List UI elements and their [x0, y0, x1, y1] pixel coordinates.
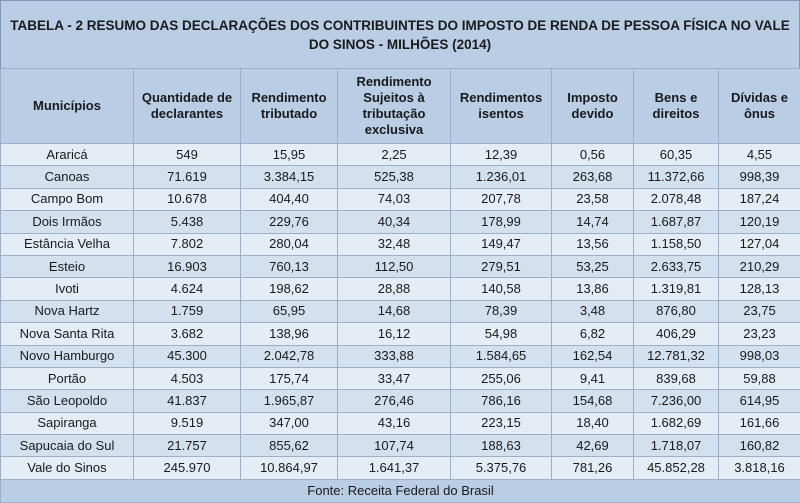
cell-rendimentos-isentos: 207,78 [451, 188, 552, 210]
cell-bens-direitos: 2.078,48 [634, 188, 719, 210]
cell-rendimento-exclusiva: 32,48 [338, 233, 451, 255]
cell-rendimento-tributado: 1.965,87 [241, 390, 338, 412]
table-row [1, 188, 800, 210]
cell-dividas-onus: 160,82 [719, 435, 800, 457]
column-header-rendimento-tributado: Rendimento tributado [241, 69, 338, 144]
cell-rendimentos-isentos: 12,39 [451, 144, 552, 166]
table-row [1, 278, 800, 300]
cell-rendimento-exclusiva: 107,74 [338, 435, 451, 457]
cell-rendimento-exclusiva: 112,50 [338, 255, 451, 277]
table-row [1, 211, 800, 233]
table-row [1, 412, 800, 434]
cell-dividas-onus: 127,04 [719, 233, 800, 255]
table-row [1, 345, 800, 367]
cell-rendimento-exclusiva: 333,88 [338, 345, 451, 367]
total-row [1, 457, 800, 479]
cell-rendimento-tributado: 3.384,15 [241, 166, 338, 188]
cell-rendimento-tributado: 198,62 [241, 278, 338, 300]
data-table [0, 68, 800, 503]
cell-quantidade: 16.903 [134, 255, 241, 277]
cell-rendimento-tributado: 404,40 [241, 188, 338, 210]
cell-dividas-onus: 23,75 [719, 300, 800, 322]
table-row [1, 300, 800, 322]
cell-quantidade: 4.624 [134, 278, 241, 300]
cell-rendimentos-isentos: 149,47 [451, 233, 552, 255]
cell-imposto-devido: 53,25 [552, 255, 634, 277]
cell-bens-direitos: 1.718,07 [634, 435, 719, 457]
cell-bens-direitos: 1.319,81 [634, 278, 719, 300]
cell-imposto-devido: 3,48 [552, 300, 634, 322]
cell-municipio: São Leopoldo [1, 390, 134, 412]
cell-quantidade: 21.757 [134, 435, 241, 457]
column-header-rendimento-exclusiva: Rendimento Sujeitos à tributação exclusiva [338, 69, 451, 144]
cell-municipio: Sapiranga [1, 412, 134, 434]
cell-imposto-devido: 13,86 [552, 278, 634, 300]
column-header-dividas-onus: Dívidas e ônus [719, 69, 800, 144]
cell-rendimento-tributado: 138,96 [241, 323, 338, 345]
column-header-municipios: Municípios [1, 69, 134, 144]
cell-municipio: Nova Santa Rita [1, 323, 134, 345]
cell-quantidade: 549 [134, 144, 241, 166]
cell-imposto-devido: 42,69 [552, 435, 634, 457]
cell-municipio: Portão [1, 367, 134, 389]
cell-rendimento-tributado: 760,13 [241, 255, 338, 277]
cell-rendimento-tributado: 280,04 [241, 233, 338, 255]
cell-rendimento-tributado: 65,95 [241, 300, 338, 322]
cell-rendimentos-isentos: 1.584,65 [451, 345, 552, 367]
cell-bens-direitos: 7.236,00 [634, 390, 719, 412]
cell-rendimento-exclusiva: 1.641,37 [338, 457, 451, 479]
cell-rendimentos-isentos: 5.375,76 [451, 457, 552, 479]
table-row [1, 233, 800, 255]
cell-dividas-onus: 59,88 [719, 367, 800, 389]
cell-bens-direitos: 1.687,87 [634, 211, 719, 233]
cell-dividas-onus: 23,23 [719, 323, 800, 345]
cell-rendimento-exclusiva: 40,34 [338, 211, 451, 233]
table-row [1, 255, 800, 277]
cell-rendimentos-isentos: 1.236,01 [451, 166, 552, 188]
cell-rendimento-exclusiva: 16,12 [338, 323, 451, 345]
cell-rendimento-exclusiva: 525,38 [338, 166, 451, 188]
cell-rendimentos-isentos: 223,15 [451, 412, 552, 434]
cell-imposto-devido: 162,54 [552, 345, 634, 367]
cell-dividas-onus: 998,03 [719, 345, 800, 367]
table-row [1, 166, 800, 188]
cell-quantidade: 41.837 [134, 390, 241, 412]
cell-rendimento-exclusiva: 28,88 [338, 278, 451, 300]
cell-rendimento-tributado: 15,95 [241, 144, 338, 166]
cell-bens-direitos: 60,35 [634, 144, 719, 166]
table-row [1, 390, 800, 412]
cell-bens-direitos: 11.372,66 [634, 166, 719, 188]
cell-municipio: Vale do Sinos [1, 457, 134, 479]
cell-bens-direitos: 406,29 [634, 323, 719, 345]
column-header-bens-direitos: Bens e direitos [634, 69, 719, 144]
cell-rendimentos-isentos: 178,99 [451, 211, 552, 233]
table-title: TABELA - 2 RESUMO DAS DECLARAÇÕES DOS CONTRIBUINTES DO IMPOSTO DE RENDA DE PESSOA FÍSICA NO VALE DO SINOS - MILHÕES (2014) [0, 0, 800, 68]
cell-quantidade: 1.759 [134, 300, 241, 322]
cell-imposto-devido: 9,41 [552, 367, 634, 389]
cell-dividas-onus: 614,95 [719, 390, 800, 412]
header-row [1, 69, 800, 144]
cell-rendimento-tributado: 175,74 [241, 367, 338, 389]
cell-municipio: Dois Irmãos [1, 211, 134, 233]
cell-municipio: Canoas [1, 166, 134, 188]
cell-imposto-devido: 14,74 [552, 211, 634, 233]
cell-quantidade: 9.519 [134, 412, 241, 434]
cell-bens-direitos: 1.158,50 [634, 233, 719, 255]
cell-municipio: Novo Hamburgo [1, 345, 134, 367]
cell-dividas-onus: 120,19 [719, 211, 800, 233]
cell-bens-direitos: 839,68 [634, 367, 719, 389]
cell-dividas-onus: 161,66 [719, 412, 800, 434]
cell-dividas-onus: 210,29 [719, 255, 800, 277]
cell-dividas-onus: 998,39 [719, 166, 800, 188]
cell-rendimentos-isentos: 786,16 [451, 390, 552, 412]
cell-municipio: Nova Hartz [1, 300, 134, 322]
cell-rendimento-tributado: 229,76 [241, 211, 338, 233]
cell-rendimentos-isentos: 188,63 [451, 435, 552, 457]
table-row [1, 323, 800, 345]
cell-dividas-onus: 128,13 [719, 278, 800, 300]
cell-rendimento-exclusiva: 33,47 [338, 367, 451, 389]
table-row [1, 367, 800, 389]
cell-imposto-devido: 154,68 [552, 390, 634, 412]
cell-municipio: Sapucaia do Sul [1, 435, 134, 457]
table-row [1, 435, 800, 457]
cell-rendimentos-isentos: 279,51 [451, 255, 552, 277]
cell-quantidade: 45.300 [134, 345, 241, 367]
cell-rendimento-exclusiva: 74,03 [338, 188, 451, 210]
cell-imposto-devido: 18,40 [552, 412, 634, 434]
cell-bens-direitos: 45.852,28 [634, 457, 719, 479]
cell-quantidade: 10.678 [134, 188, 241, 210]
cell-bens-direitos: 1.682,69 [634, 412, 719, 434]
table-row [1, 144, 800, 166]
cell-imposto-devido: 0,56 [552, 144, 634, 166]
cell-imposto-devido: 263,68 [552, 166, 634, 188]
cell-municipio: Ivoti [1, 278, 134, 300]
cell-dividas-onus: 3.818,16 [719, 457, 800, 479]
cell-rendimento-tributado: 10.864,97 [241, 457, 338, 479]
cell-quantidade: 245.970 [134, 457, 241, 479]
column-header-quantidade: Quantidade de declarantes [134, 69, 241, 144]
cell-rendimento-tributado: 347,00 [241, 412, 338, 434]
cell-imposto-devido: 781,26 [552, 457, 634, 479]
cell-municipio: Estância Velha [1, 233, 134, 255]
cell-quantidade: 71.619 [134, 166, 241, 188]
cell-rendimento-tributado: 2.042,78 [241, 345, 338, 367]
cell-rendimentos-isentos: 255,06 [451, 367, 552, 389]
cell-quantidade: 5.438 [134, 211, 241, 233]
cell-rendimento-exclusiva: 276,46 [338, 390, 451, 412]
cell-quantidade: 3.682 [134, 323, 241, 345]
cell-dividas-onus: 4,55 [719, 144, 800, 166]
cell-imposto-devido: 13,56 [552, 233, 634, 255]
cell-quantidade: 4.503 [134, 367, 241, 389]
cell-rendimentos-isentos: 54,98 [451, 323, 552, 345]
cell-municipio: Esteio [1, 255, 134, 277]
cell-bens-direitos: 876,80 [634, 300, 719, 322]
cell-rendimentos-isentos: 78,39 [451, 300, 552, 322]
cell-imposto-devido: 6,82 [552, 323, 634, 345]
cell-rendimento-exclusiva: 2,25 [338, 144, 451, 166]
cell-rendimento-exclusiva: 43,16 [338, 412, 451, 434]
cell-bens-direitos: 2.633,75 [634, 255, 719, 277]
cell-imposto-devido: 23,58 [552, 188, 634, 210]
cell-quantidade: 7.802 [134, 233, 241, 255]
column-header-rendimentos-isentos: Rendimentos isentos [451, 69, 552, 144]
column-header-imposto-devido: Imposto devido [552, 69, 634, 144]
cell-municipio: Araricá [1, 144, 134, 166]
cell-rendimento-exclusiva: 14,68 [338, 300, 451, 322]
cell-bens-direitos: 12.781,32 [634, 345, 719, 367]
cell-municipio: Campo Bom [1, 188, 134, 210]
cell-rendimento-tributado: 855,62 [241, 435, 338, 457]
source-note: Fonte: Receita Federal do Brasil [1, 479, 800, 502]
cell-rendimentos-isentos: 140,58 [451, 278, 552, 300]
cell-dividas-onus: 187,24 [719, 188, 800, 210]
